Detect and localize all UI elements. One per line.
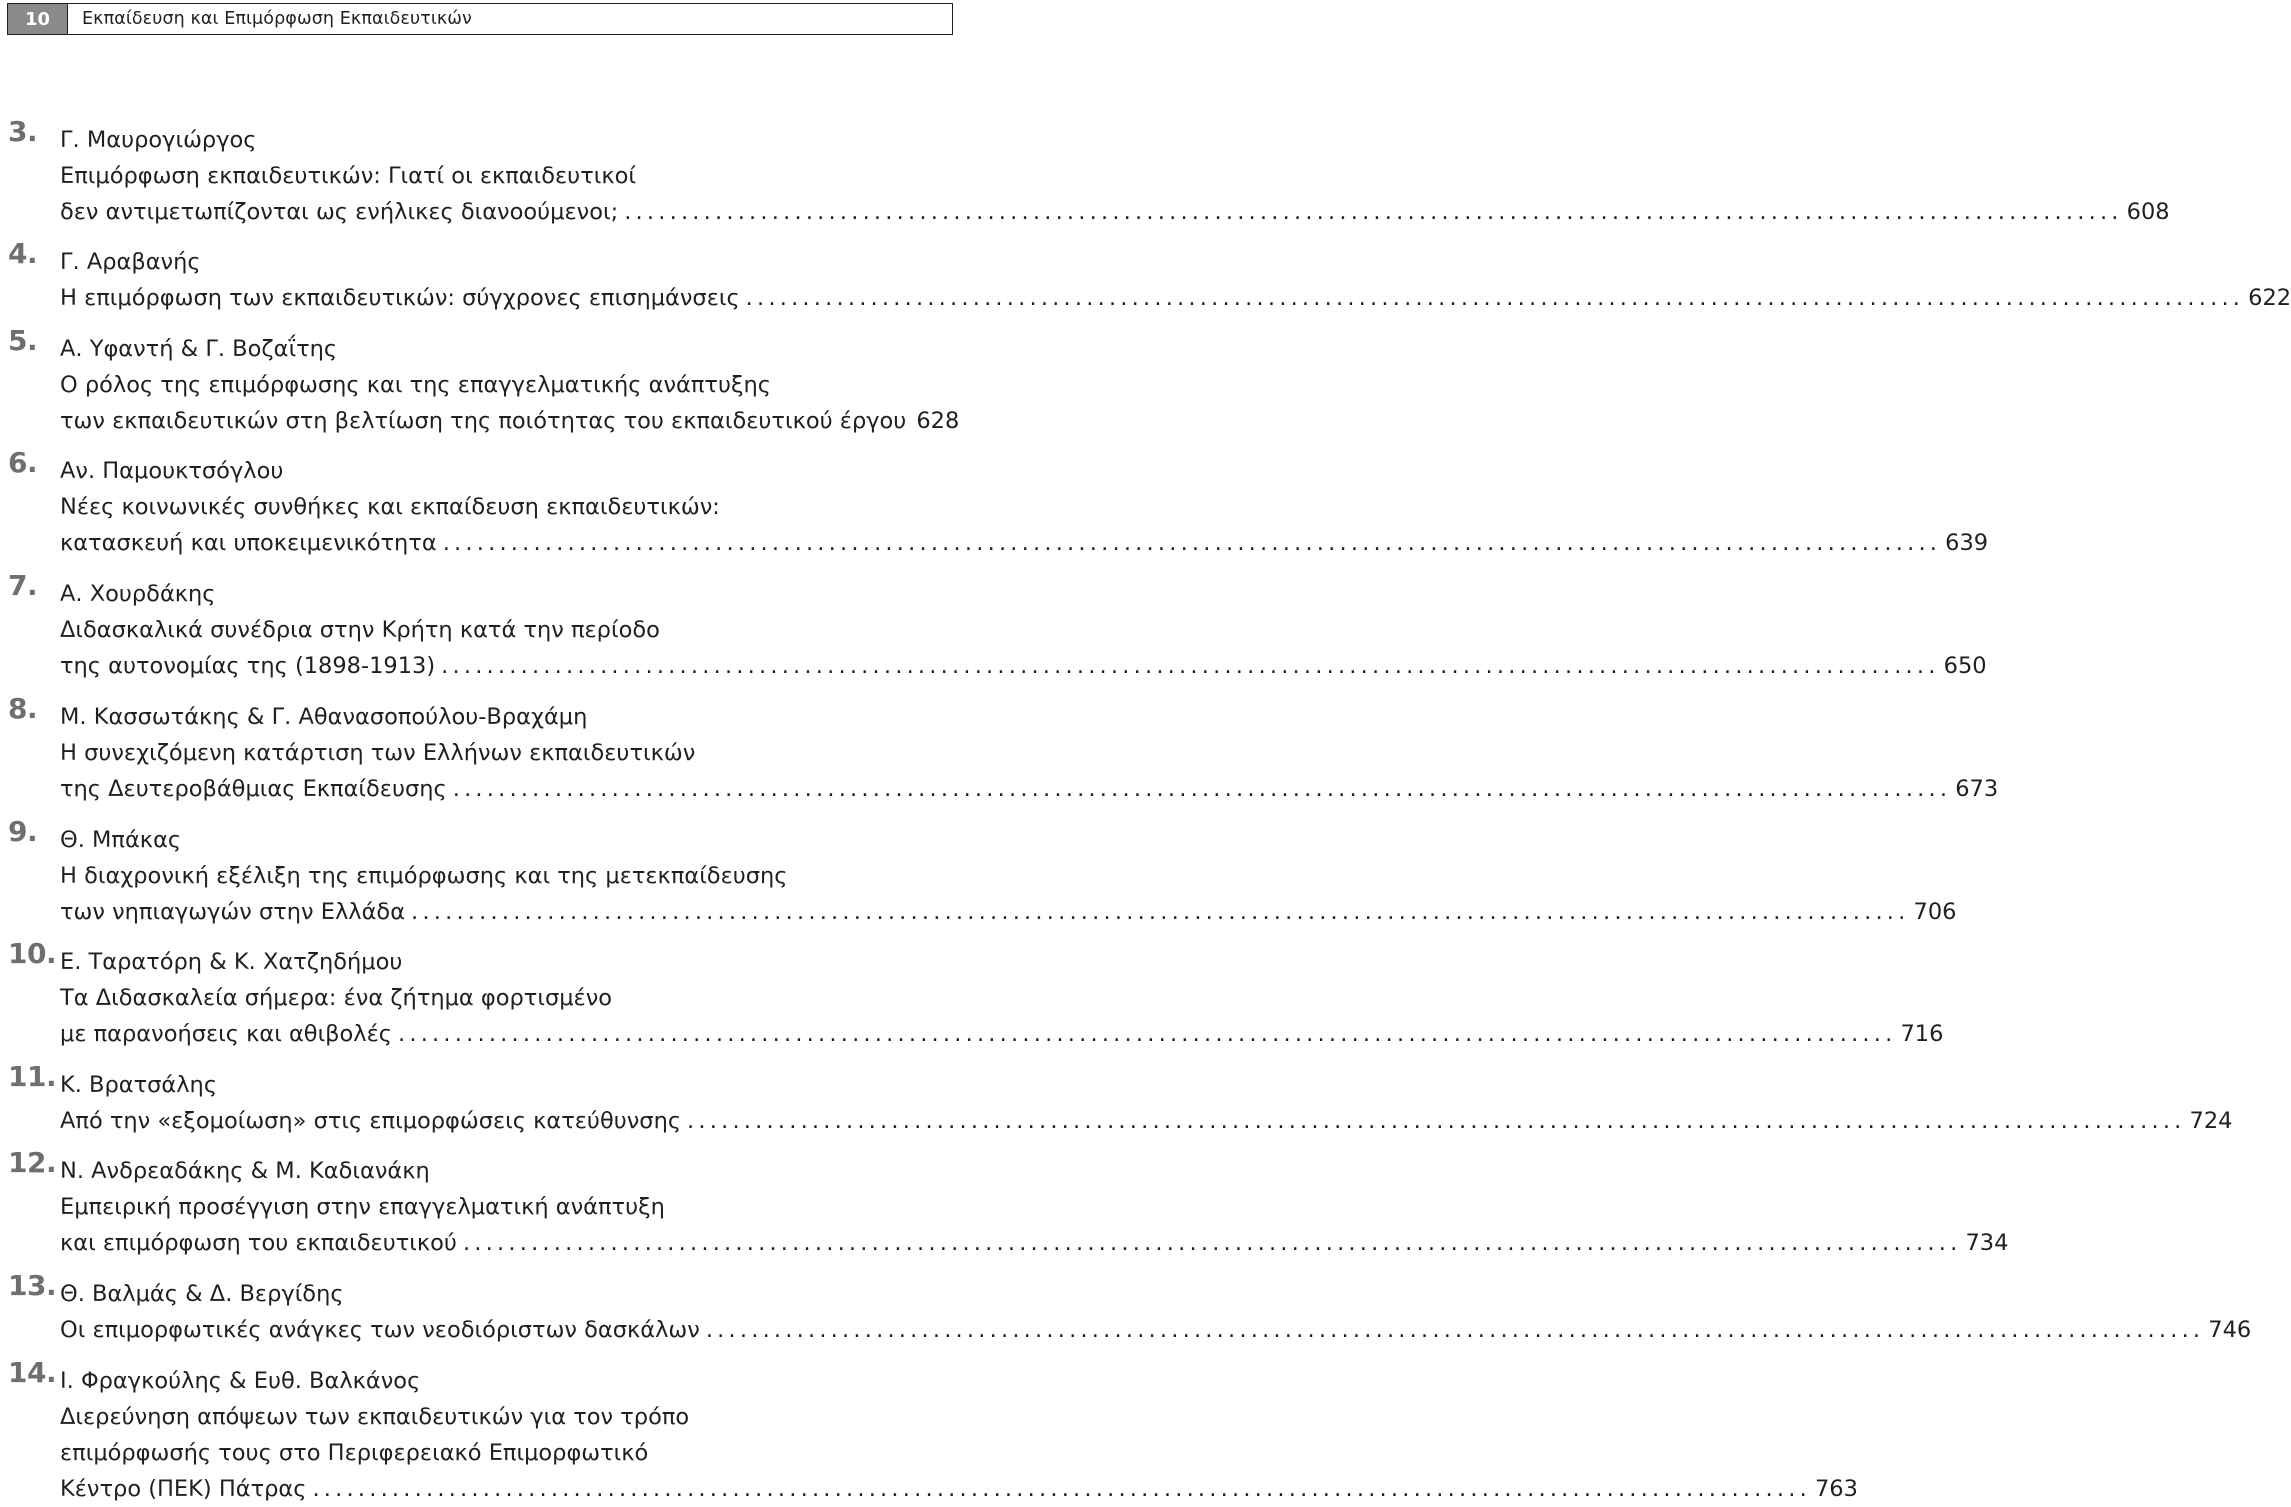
entry-title-text: δεν αντιμετωπίζονται ως ενήλικες διανοούμενοι;	[60, 199, 619, 225]
entry-title-line: επιμόρφωσής τους στο Περιφερειακό Επιμορφωτικό	[60, 1440, 649, 1466]
entry-title-text: Οι επιμορφωτικές ανάγκες των νεοδιόριστων δασκάλων	[60, 1317, 700, 1343]
entry-page-number: 724	[2189, 1108, 2233, 1134]
entry-author: Θ. Μπάκας	[60, 827, 182, 853]
entry-page-number: 716	[1900, 1021, 1944, 1047]
entry-title-text: της αυτονομίας της (1898-1913)	[60, 653, 436, 679]
entry-title-line: Διδασκαλικά συνέδρια στην Κρήτη κατά την περίοδο	[60, 617, 660, 643]
entry-page-number: 734	[1965, 1230, 2009, 1256]
dot-leader: ....................................................................................................................................	[745, 285, 2245, 311]
entry-title-text: με παρανοήσεις και αθιβολές	[60, 1021, 392, 1047]
running-title: Εκπαίδευση και Επιμόρφωση Εκπαιδευτικών	[82, 9, 472, 29]
entry-title-last-line	[60, 771, 1999, 807]
entry-title-last-line	[60, 525, 1989, 561]
entry-author: Α. Χουρδάκης	[60, 581, 216, 607]
dot-leader: ....................................................................................................................................	[441, 653, 1940, 679]
entry-number: 9.	[8, 815, 38, 848]
entry-number: 13.	[8, 1269, 57, 1302]
entry-title-last-line	[60, 1225, 2009, 1261]
dot-leader: ....................................................................................................................................	[398, 1021, 1897, 1047]
entry-author: Μ. Κασσωτάκης & Γ. Αθανασοπούλου-Βραχάμη	[60, 704, 588, 730]
entry-title-last-line	[60, 1471, 1858, 1507]
entry-page-number: 706	[1913, 899, 1957, 925]
entry-number: 6.	[8, 446, 38, 479]
entry-number: 12.	[8, 1146, 57, 1179]
entry-title-last-line	[60, 280, 2291, 316]
entry-title-text: και επιμόρφωση του εκπαιδευτικού	[60, 1230, 457, 1256]
entry-page-number: 639	[1945, 530, 1989, 556]
entry-number: 3.	[8, 115, 38, 148]
entry-title-text: κατασκευή και υποκειμενικότητα	[60, 530, 437, 556]
running-header	[7, 3, 953, 35]
entry-author: Ν. Ανδρεαδάκης & Μ. Καδιανάκη	[60, 1158, 430, 1184]
entry-number: 5.	[8, 324, 38, 357]
entry-title-last-line	[60, 894, 1957, 930]
entry-number: 11.	[8, 1060, 57, 1093]
entry-author: Γ. Μαυρογιώργος	[60, 127, 257, 153]
dot-leader: ....................................................................................................................................	[687, 1108, 2186, 1134]
entry-title-last-line	[60, 1016, 1944, 1052]
entry-title-line: Εμπειρική προσέγγιση στην επαγγελματική ανάπτυξη	[60, 1194, 665, 1220]
entry-author: Κ. Βρατσάλης	[60, 1072, 218, 1098]
entry-number: 10.	[8, 937, 57, 970]
entry-author: Ε. Ταρατόρη & Κ. Χατζηδήμου	[60, 949, 403, 975]
dot-leader: ....................................................................................................................................	[312, 1476, 1811, 1502]
entry-number: 8.	[8, 692, 38, 725]
entry-title-last-line	[60, 1103, 2233, 1139]
dot-leader: ....................................................................................................................................	[452, 776, 1952, 802]
entry-author: Ι. Φραγκούλης & Ευθ. Βαλκάνος	[60, 1368, 421, 1394]
entry-title-line: Διερεύνηση απόψεων των εκπαιδευτικών για τον τρόπο	[60, 1404, 690, 1430]
dot-leader: ....................................................................................................................................	[624, 199, 2123, 225]
entry-title-last-line	[60, 403, 960, 439]
entry-title-text: των εκπαιδευτικών στη βελτίωση της ποιότητας του εκπαιδευτικού έργου	[60, 408, 907, 434]
dot-leader: ....................................................................................................................................	[442, 530, 1942, 556]
entry-title-text: Η επιμόρφωση των εκπαιδευτικών: σύγχρονες επισημάνσεις	[60, 285, 740, 311]
entry-author: Γ. Αραβανής	[60, 249, 201, 275]
entry-page-number: 673	[1955, 776, 1999, 802]
entry-title-line: Η συνεχιζόμενη κατάρτιση των Ελλήνων εκπαιδευτικών	[60, 740, 696, 766]
entry-author: Α. Υφαντή & Γ. Βοζαΐτης	[60, 336, 338, 362]
entry-page-number: 622	[2248, 285, 2291, 311]
entry-title-last-line	[60, 648, 1987, 684]
entry-page-number: 763	[1814, 1476, 1858, 1502]
entry-title-line: Επιμόρφωση εκπαιδευτικών: Γιατί οι εκπαιδευτικοί	[60, 163, 637, 189]
entry-author: Αν. Παμουκτσόγλου	[60, 458, 284, 484]
entry-title-line: Η διαχρονική εξέλιξη της επιμόρφωσης και της μετεκπαίδευσης	[60, 863, 788, 889]
entry-title-text: των νηπιαγωγών στην Ελλάδα	[60, 899, 406, 925]
dot-leader: ....................................................................................................................................	[705, 1317, 2205, 1343]
entry-number: 4.	[8, 237, 38, 270]
entry-author: Θ. Βαλμάς & Δ. Βεργίδης	[60, 1281, 344, 1307]
entry-title-text: Από την «εξομοίωση» στις επιμορφώσεις κατεύθυνσης	[60, 1108, 682, 1134]
entry-title-line: Τα Διδασκαλεία σήμερα: ένα ζήτημα φορτισμένο	[60, 985, 613, 1011]
entry-title-text: Κέντρο (ΠΕΚ) Πάτρας	[60, 1476, 307, 1502]
entry-page-number: 628	[916, 408, 960, 434]
entry-title-line: Ο ρόλος της επιμόρφωσης και της επαγγελματικής ανάπτυξης	[60, 372, 771, 398]
entry-number: 14.	[8, 1356, 57, 1389]
page-number: 10	[8, 4, 68, 34]
entry-page-number: 650	[1943, 653, 1987, 679]
entry-number: 7.	[8, 569, 38, 602]
entry-title-last-line	[60, 1312, 2252, 1348]
entry-page-number: 746	[2208, 1317, 2252, 1343]
dot-leader: ....................................................................................................................................	[462, 1230, 1962, 1256]
dot-leader: ....................................................................................................................................	[411, 899, 1910, 925]
entry-title-line: Νέες κοινωνικές συνθήκες και εκπαίδευση εκπαιδευτικών:	[60, 494, 720, 520]
entry-title-last-line	[60, 194, 2170, 230]
entry-title-text: της Δευτεροβάθμιας Εκπαίδευσης	[60, 776, 447, 802]
entry-page-number: 608	[2126, 199, 2170, 225]
